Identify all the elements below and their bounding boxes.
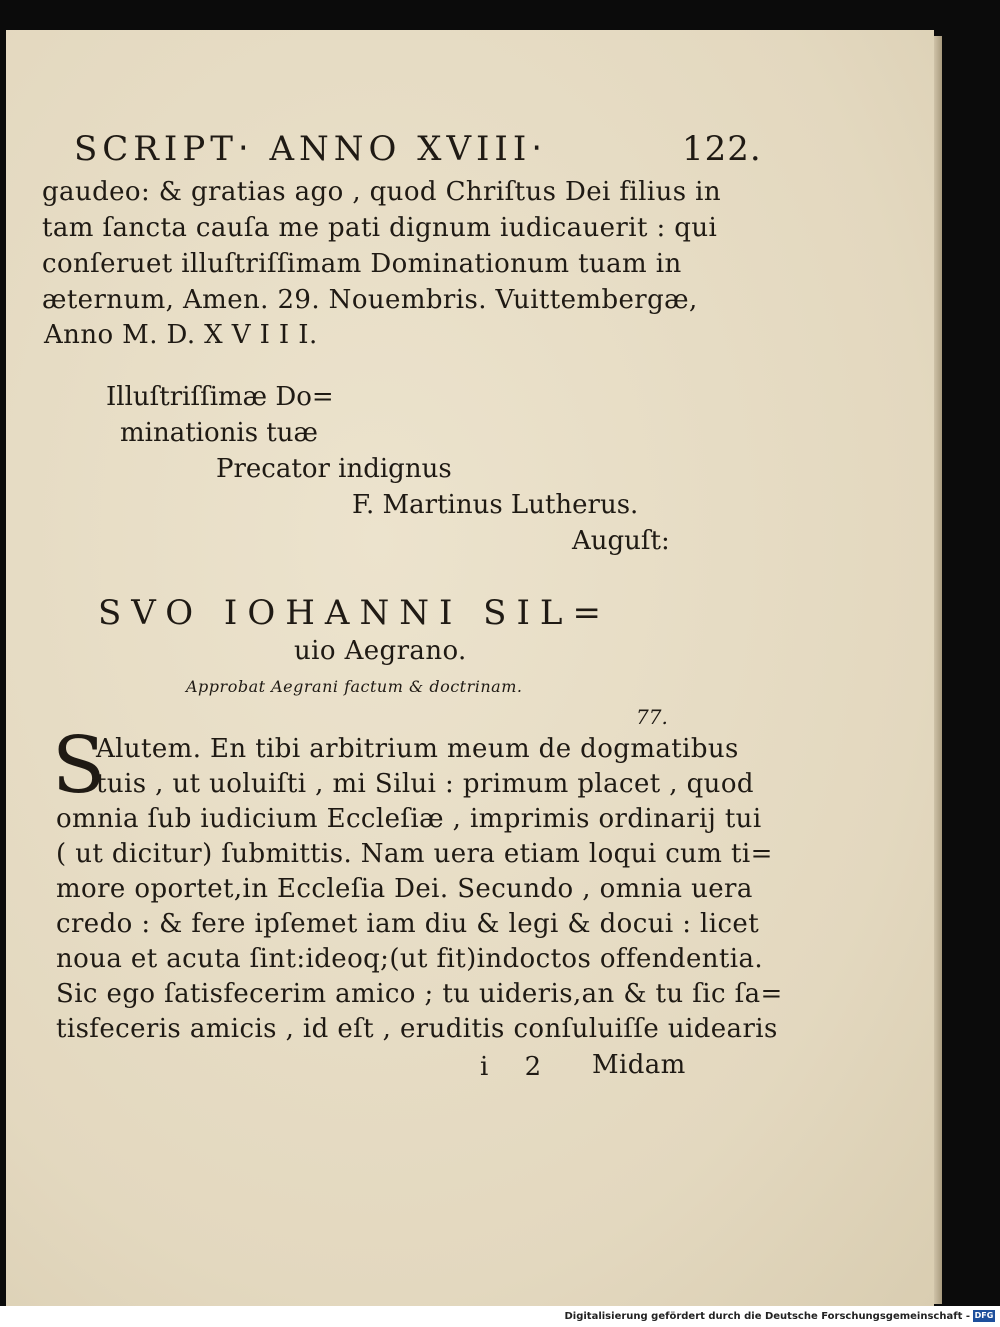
text-line: credo : & fere ipſemet iam diu & legi & docui : licet — [56, 909, 760, 939]
text-line: conſeruet illuſtriſſimam Dominationum tuam in — [42, 249, 682, 279]
signature-mark: i 2 — [480, 1052, 556, 1082]
text-line: æternum, Amen. 29. Nouembris. Vuittembergæ, — [42, 285, 698, 315]
closing-title: Precator indignus — [216, 454, 452, 484]
text-line: tuis , ut uoluiſti , mi Silui : primum placet , quod — [96, 769, 754, 799]
text-line: tisfeceris amicis , id eſt , eruditis conſuluiſſe uidearis — [56, 1014, 778, 1044]
author-name: F. Martinus Lutherus. — [352, 490, 639, 520]
closing-salutation: minationis tuæ — [120, 418, 318, 448]
drop-cap: S — [52, 721, 106, 811]
text-line: more oportet,in Eccleſia Dei. Secundo , omnia uera — [56, 874, 753, 904]
author-order: Auguſt: — [572, 526, 670, 556]
page-number: 122. — [682, 129, 762, 169]
running-head-title: SCRIPT‧ ANNO XVIII‧ — [74, 129, 548, 169]
credit-text: Digitalisierung gefördert durch die Deutsche Forschungsgemeinschaft - — [564, 1311, 970, 1322]
text-line: ( ut dicitur) ſubmittis. Nam uera etiam loqui cum ti= — [56, 839, 773, 869]
text-line: Sic ego ſatisfecerim amico ; tu uideris,an & tu ſic ſa= — [56, 979, 783, 1009]
text-line: noua et acuta ſint:ideoq;(ut fit)indoctos offendentia. — [56, 944, 764, 974]
text-line: omnia ſub iudicium Eccleſiæ , imprimis ordinarij tui — [56, 804, 762, 834]
dfg-logo-icon: DFG — [974, 1311, 994, 1320]
text-line: Alutem. En tibi arbitrium meum de dogmatibus — [96, 734, 739, 764]
letter-argument: Approbat Aegrani factum & doctrinam. — [186, 677, 523, 696]
text-line: gaudeo: & gratias ago , quod Chriſtus Dei filius in — [42, 177, 721, 207]
page-fore-edge — [934, 36, 942, 1304]
letter-number: 77. — [636, 705, 668, 729]
catchword: Midam — [592, 1050, 686, 1080]
closing-salutation: Illuſtriſſimæ Do= — [106, 382, 334, 412]
text-line: Anno M. D. X V I I I. — [44, 320, 318, 350]
letter-heading-continued: uio Aegrano. — [294, 636, 467, 666]
text-line: tam ſancta cauſa me pati dignum iudicauerit : qui — [42, 213, 718, 243]
letter-heading: SVO IOHANNI SIL= — [98, 593, 611, 633]
